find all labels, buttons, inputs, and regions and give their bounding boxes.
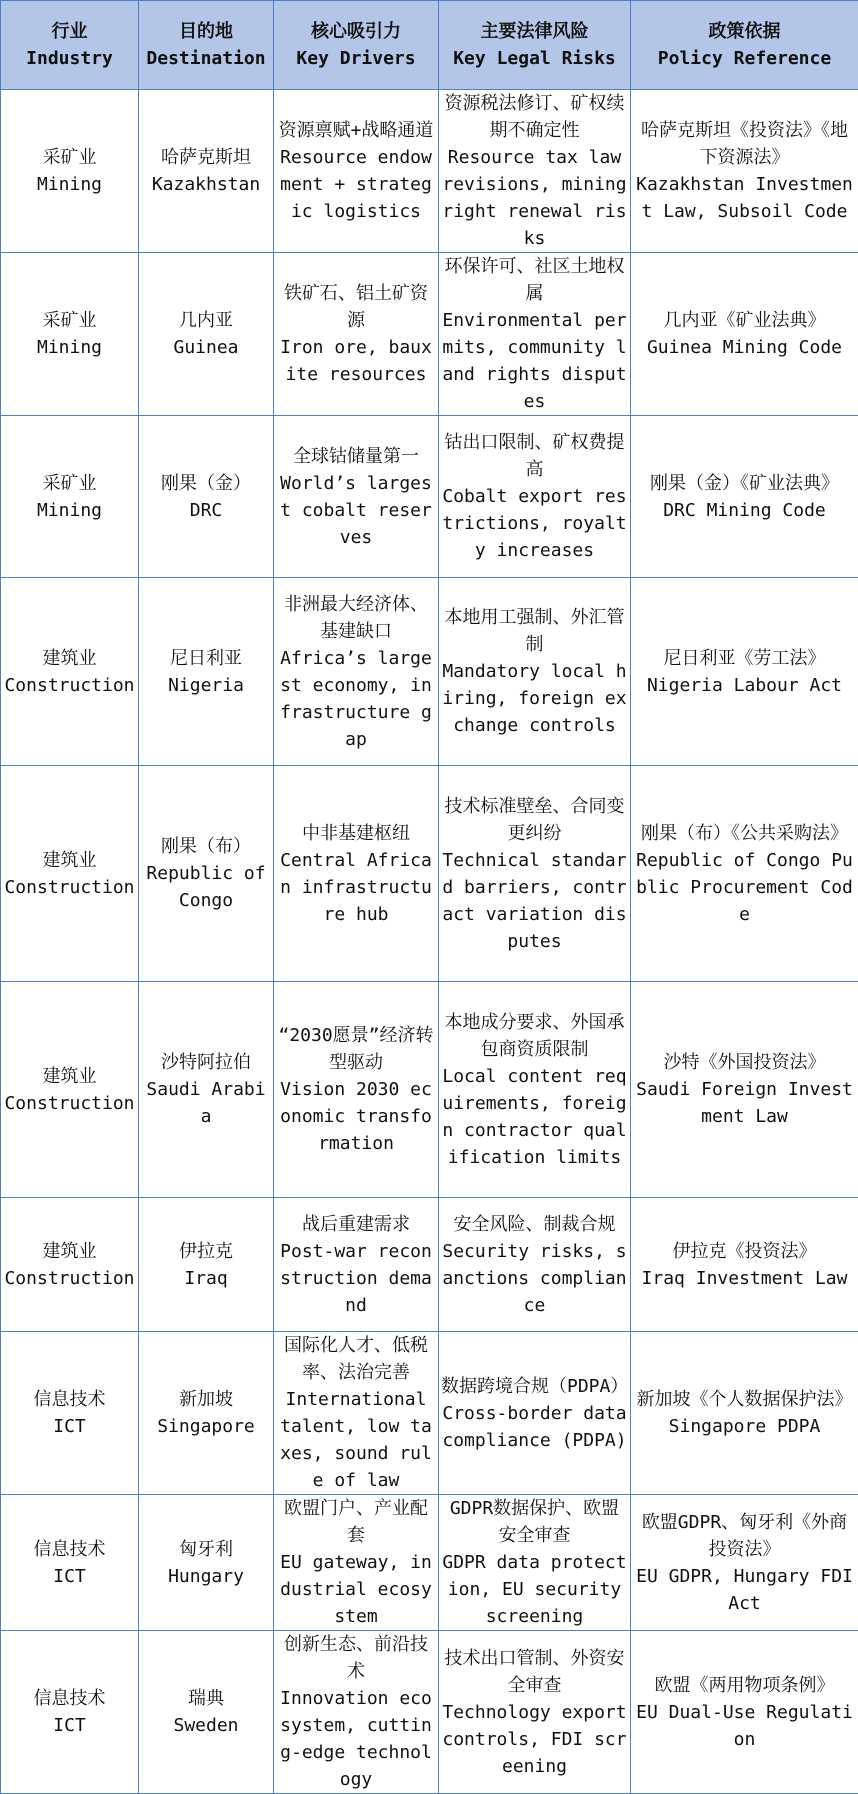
cell-drivers-zh: 战后重建需求 (276, 1211, 436, 1238)
table-row (1, 1332, 858, 1495)
header-destination-en: Destination (141, 45, 271, 72)
cell-risks-en: Security risks, sanctions compliance (441, 1238, 628, 1319)
cell-risks-en: Mandatory local hiring, foreign exchange controls (441, 658, 628, 739)
cell-drivers-en: Post-war reconstruction demand (276, 1238, 436, 1319)
cell-drivers (274, 578, 439, 766)
cell-policy-zh: 刚果（布）《公共采购法》 (633, 820, 856, 847)
cell-industry-en: Construction (3, 1090, 136, 1117)
cell-industry-en: ICT (3, 1563, 136, 1590)
cell-policy-zh: 伊拉克《投资法》 (633, 1238, 856, 1265)
cell-industry (1, 766, 139, 982)
table-row (1, 416, 858, 578)
cell-destination-zh: 刚果（金） (141, 470, 271, 497)
cell-drivers-en: EU gateway, industrial ecosystem (276, 1549, 436, 1630)
cell-industry (1, 1198, 139, 1332)
cell-destination-zh: 哈萨克斯坦 (141, 144, 271, 171)
cell-drivers-en: Iron ore, bauxite resources (276, 334, 436, 388)
cell-industry (1, 253, 139, 416)
cell-policy-zh: 刚果（金）《矿业法典》 (633, 470, 856, 497)
cell-industry-en: Construction (3, 1265, 136, 1292)
cell-policy-en: EU GDPR, Hungary FDI Act (633, 1563, 856, 1617)
cell-drivers-en: Innovation ecosystem, cutting-edge technology (276, 1685, 436, 1793)
cell-risks (439, 1631, 631, 1794)
cell-policy (631, 1198, 858, 1332)
cell-drivers-en: Resource endowment + strategic logistics (276, 144, 436, 225)
cell-drivers-en: Central African infrastructure hub (276, 847, 436, 928)
table-row (1, 1631, 858, 1794)
cell-policy-zh: 哈萨克斯坦《投资法》《地下资源法》 (633, 117, 856, 171)
cell-industry-en: Mining (3, 334, 136, 361)
header-drivers (274, 1, 439, 90)
cell-policy-en: Guinea Mining Code (633, 334, 856, 361)
cell-destination (139, 1332, 274, 1495)
table-row (1, 982, 858, 1198)
cell-destination-en: Nigeria (141, 672, 271, 699)
cell-destination-en: Republic of Congo (141, 860, 271, 914)
cell-risks (439, 416, 631, 578)
cell-risks-en: Technical standard barriers, contract variation disputes (441, 847, 628, 955)
cell-risks (439, 982, 631, 1198)
cell-industry-zh: 建筑业 (3, 645, 136, 672)
cell-risks-zh: 技术出口管制、外资安全审查 (441, 1645, 628, 1699)
cell-destination (139, 1198, 274, 1332)
cell-risks-zh: 资源税法修订、矿权续期不确定性 (441, 90, 628, 144)
cell-drivers (274, 416, 439, 578)
cell-industry-zh: 信息技术 (3, 1386, 136, 1413)
cell-drivers-en: International talent, low taxes, sound rule of law (276, 1386, 436, 1494)
cell-risks-zh: 钴出口限制、矿权费提高 (441, 429, 628, 483)
cell-risks-zh: GDPR数据保护、欧盟安全审查 (441, 1495, 628, 1549)
table-row (1, 90, 858, 253)
cell-policy (631, 1332, 858, 1495)
cell-drivers-zh: 全球钴储量第一 (276, 443, 436, 470)
cell-policy (631, 416, 858, 578)
cell-destination (139, 416, 274, 578)
cell-policy-zh: 欧盟GDPR、匈牙利《外商投资法》 (633, 1509, 856, 1563)
cell-industry (1, 578, 139, 766)
cell-destination (139, 982, 274, 1198)
cell-policy (631, 1495, 858, 1631)
cell-destination-zh: 几内亚 (141, 307, 271, 334)
cell-risks (439, 253, 631, 416)
cell-risks-zh: 本地成分要求、外国承包商资质限制 (441, 1009, 628, 1063)
cell-industry-zh: 采矿业 (3, 307, 136, 334)
cell-drivers-zh: 欧盟门户、产业配套 (276, 1495, 436, 1549)
cell-policy (631, 982, 858, 1198)
cell-industry (1, 416, 139, 578)
cell-risks-zh: 数据跨境合规（PDPA） (441, 1373, 628, 1400)
cell-drivers-zh: 资源禀赋+战略通道 (276, 117, 436, 144)
cell-destination-zh: 新加坡 (141, 1386, 271, 1413)
cell-destination-en: Hungary (141, 1563, 271, 1590)
cell-policy-en: Kazakhstan Investment Law, Subsoil Code (633, 171, 856, 225)
cell-industry-zh: 采矿业 (3, 470, 136, 497)
cell-industry-zh: 建筑业 (3, 1238, 136, 1265)
table-header-row (1, 1, 858, 90)
cell-risks-en: Cross-border data compliance (PDPA) (441, 1400, 628, 1454)
cell-industry-en: Construction (3, 874, 136, 901)
cell-policy-zh: 尼日利亚《劳工法》 (633, 645, 856, 672)
cell-destination (139, 578, 274, 766)
cell-destination-en: Kazakhstan (141, 171, 271, 198)
cell-industry-zh: 采矿业 (3, 144, 136, 171)
cell-drivers-en: Africa’s largest economy, infrastructure gap (276, 645, 436, 753)
cell-destination-zh: 尼日利亚 (141, 645, 271, 672)
header-risks (439, 1, 631, 90)
cell-industry-zh: 建筑业 (3, 1063, 136, 1090)
cell-industry-en: ICT (3, 1712, 136, 1739)
header-policy-zh: 政策依据 (633, 18, 856, 45)
cell-risks (439, 1495, 631, 1631)
cell-destination-zh: 匈牙利 (141, 1536, 271, 1563)
cell-policy (631, 253, 858, 416)
cell-drivers (274, 253, 439, 416)
header-drivers-zh: 核心吸引力 (276, 18, 436, 45)
cell-industry (1, 1495, 139, 1631)
cell-drivers (274, 90, 439, 253)
table-row (1, 766, 858, 982)
cell-risks-zh: 技术标准壁垒、合同变更纠纷 (441, 793, 628, 847)
cell-drivers-zh: 中非基建枢纽 (276, 820, 436, 847)
cell-industry (1, 1631, 139, 1794)
cell-drivers-zh: 国际化人才、低税率、法治完善 (276, 1332, 436, 1386)
cell-policy-en: EU Dual-Use Regulation (633, 1699, 856, 1753)
cell-drivers-en: Vision 2030 economic transformation (276, 1076, 436, 1157)
cell-policy-zh: 沙特《外国投资法》 (633, 1049, 856, 1076)
cell-destination-en: Iraq (141, 1265, 271, 1292)
cell-policy-zh: 欧盟《两用物项条例》 (633, 1672, 856, 1699)
cell-risks-en: Environmental permits, community land rights disputes (441, 307, 628, 415)
cell-destination-zh: 伊拉克 (141, 1238, 271, 1265)
cell-destination-zh: 瑞典 (141, 1685, 271, 1712)
cell-destination (139, 90, 274, 253)
cell-destination-zh: 沙特阿拉伯 (141, 1049, 271, 1076)
cell-industry-zh: 建筑业 (3, 847, 136, 874)
cell-destination-en: Saudi Arabia (141, 1076, 271, 1130)
cell-policy-en: Singapore PDPA (633, 1413, 856, 1440)
cell-risks (439, 578, 631, 766)
cell-drivers (274, 1198, 439, 1332)
cell-industry (1, 90, 139, 253)
header-policy-en: Policy Reference (633, 45, 856, 72)
cell-risks-zh: 本地用工强制、外汇管制 (441, 604, 628, 658)
cell-drivers-zh: 铁矿石、铝土矿资源 (276, 280, 436, 334)
cell-destination (139, 1495, 274, 1631)
cell-drivers (274, 1631, 439, 1794)
cell-drivers (274, 766, 439, 982)
cell-industry-zh: 信息技术 (3, 1536, 136, 1563)
header-industry (1, 1, 139, 90)
cell-policy (631, 766, 858, 982)
cell-industry (1, 982, 139, 1198)
header-destination-zh: 目的地 (141, 18, 271, 45)
cell-risks (439, 90, 631, 253)
cell-policy-en: Saudi Foreign Investment Law (633, 1076, 856, 1130)
cell-industry-en: Construction (3, 672, 136, 699)
cell-drivers (274, 1332, 439, 1495)
cell-risks-zh: 环保许可、社区土地权属 (441, 253, 628, 307)
cell-drivers-en: World’s largest cobalt reserves (276, 470, 436, 551)
cell-destination-en: Singapore (141, 1413, 271, 1440)
cell-risks (439, 1198, 631, 1332)
cell-destination-en: Guinea (141, 334, 271, 361)
cell-drivers-zh: 创新生态、前沿技术 (276, 1631, 436, 1685)
cell-destination (139, 253, 274, 416)
cell-destination (139, 1631, 274, 1794)
cell-policy-en: DRC Mining Code (633, 497, 856, 524)
table-row (1, 578, 858, 766)
cell-policy-en: Nigeria Labour Act (633, 672, 856, 699)
cell-policy-zh: 几内亚《矿业法典》 (633, 307, 856, 334)
cell-policy-en: Iraq Investment Law (633, 1265, 856, 1292)
cell-risks-en: Technology export controls, FDI screening (441, 1699, 628, 1780)
cell-policy (631, 90, 858, 253)
header-risks-zh: 主要法律风险 (441, 18, 628, 45)
cell-industry-zh: 信息技术 (3, 1685, 136, 1712)
cell-drivers (274, 1495, 439, 1631)
header-destination (139, 1, 274, 90)
cell-policy-zh: 新加坡《个人数据保护法》 (633, 1386, 856, 1413)
cell-policy (631, 1631, 858, 1794)
cell-risks (439, 1332, 631, 1495)
cell-risks-en: Local content requirements, foreign contractor qualification limits (441, 1063, 628, 1171)
cell-policy (631, 578, 858, 766)
cell-industry-en: Mining (3, 171, 136, 198)
cell-risks-en: Cobalt export restrictions, royalty increases (441, 483, 628, 564)
cell-policy-en: Republic of Congo Public Procurement Code (633, 847, 856, 928)
cell-risks-en: GDPR data protection, EU security screening (441, 1549, 628, 1630)
cell-risks-zh: 安全风险、制裁合规 (441, 1211, 628, 1238)
header-drivers-en: Key Drivers (276, 45, 436, 72)
table-row (1, 1198, 858, 1332)
cell-drivers-zh: “2030愿景”经济转型驱动 (276, 1022, 436, 1076)
table-row (1, 1495, 858, 1631)
cell-risks-en: Resource tax law revisions, mining right renewal risks (441, 144, 628, 252)
cell-destination-en: DRC (141, 497, 271, 524)
table-row (1, 253, 858, 416)
header-industry-en: Industry (3, 45, 136, 72)
cell-industry-en: ICT (3, 1413, 136, 1440)
header-industry-zh: 行业 (3, 18, 136, 45)
header-risks-en: Key Legal Risks (441, 45, 628, 72)
cell-industry-en: Mining (3, 497, 136, 524)
cell-drivers (274, 982, 439, 1198)
cell-destination-zh: 刚果（布） (141, 833, 271, 860)
header-policy (631, 1, 858, 90)
cell-destination (139, 766, 274, 982)
cell-risks (439, 766, 631, 982)
cell-destination-en: Sweden (141, 1712, 271, 1739)
cell-drivers-zh: 非洲最大经济体、基建缺口 (276, 591, 436, 645)
cell-industry (1, 1332, 139, 1495)
